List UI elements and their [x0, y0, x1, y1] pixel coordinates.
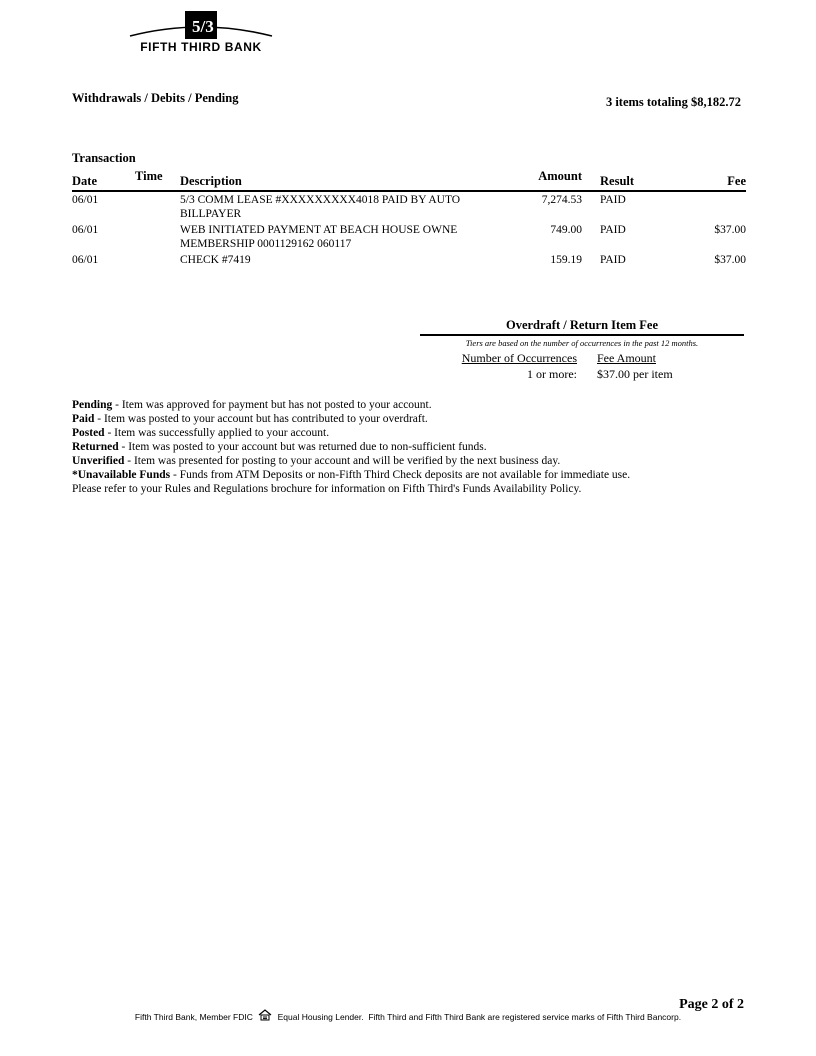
- page-number: Page 2 of 2: [679, 997, 744, 1012]
- row-date: 06/01: [72, 224, 99, 236]
- col-time: Time: [135, 169, 163, 183]
- row-amount: 7,274.53: [541, 194, 582, 206]
- row-date: 06/01: [72, 194, 99, 206]
- table-row: [72, 253, 746, 269]
- legend-term: Pending: [72, 399, 113, 411]
- footer-left-text: Fifth Third Bank, Member FDIC: [134, 1012, 253, 1022]
- row-fee: $37.00: [714, 224, 746, 236]
- col-date: Date: [72, 174, 97, 188]
- legend-text: - Item was successfully applied to your account.: [104, 427, 330, 439]
- row-fee: $37.00: [714, 254, 746, 266]
- bank-name: FIFTH THIRD BANK: [140, 40, 262, 54]
- legend-item: [72, 482, 772, 496]
- legend-item: [72, 412, 772, 426]
- legend-term: Unverified: [72, 455, 125, 467]
- overdraft-title: Overdraft / Return Item Fee: [420, 318, 744, 336]
- transaction-caption: Transaction: [72, 151, 136, 165]
- row-description: CHECK #7419: [180, 254, 251, 266]
- legend-item: [72, 440, 772, 454]
- legend-text: - Item was posted to your account but has contributed to your overdraft.: [94, 413, 428, 425]
- row-description: WEB INITIATED PAYMENT AT BEACH HOUSE OWNE MEMBERSHIP 0001129162 060117: [180, 224, 458, 250]
- overdraft-fee-section: [420, 318, 744, 382]
- legend-text: - Item was approved for payment but has not posted to your account.: [112, 399, 432, 411]
- svg-text:5/3: 5/3: [192, 17, 214, 36]
- row-result: PAID: [600, 224, 626, 236]
- table-row: [72, 193, 746, 223]
- legend-item: [72, 468, 772, 482]
- footer-right-text: Equal Housing Lender. Fifth Third and Fifth Third Bank are registered service marks of Fifth Third Bancorp.: [277, 1012, 682, 1022]
- transaction-table: [72, 169, 746, 269]
- footer: [0, 1009, 816, 1022]
- items-total-summary: 3 items totaling $8,182.72: [605, 95, 741, 109]
- legend-item: [72, 426, 772, 440]
- legend-term: Paid: [72, 413, 95, 425]
- row-result: PAID: [600, 254, 626, 266]
- legend-term: *Unavailable Funds: [72, 469, 171, 481]
- col-description: Description: [180, 174, 242, 188]
- col-amount: Amount: [538, 169, 582, 183]
- row-date: 06/01: [72, 254, 99, 266]
- legend-text: Please refer to your Rules and Regulations brochure for information on Fifth Third's Funds Availability Policy.: [72, 483, 582, 495]
- table-header: [72, 169, 746, 192]
- occurrences-header: Number of Occurrences: [461, 351, 577, 365]
- overdraft-tier-row: [420, 367, 744, 382]
- status-legend: [72, 398, 772, 496]
- overdraft-header-row: [420, 351, 744, 366]
- legend-term: Returned: [72, 441, 119, 453]
- fifth-third-logo-icon: [128, 10, 274, 40]
- section-title: Withdrawals / Debits / Pending: [72, 91, 239, 105]
- row-amount: 749.00: [550, 224, 582, 236]
- overdraft-note: Tiers are based on the number of occurrences in the past 12 months.: [465, 338, 699, 348]
- legend-item: [72, 454, 772, 468]
- tier-fee: $37.00 per item: [597, 367, 673, 381]
- legend-text: - Funds from ATM Deposits or non-Fifth Third Check deposits are not available for immediate use.: [170, 469, 631, 481]
- row-result: PAID: [600, 194, 626, 206]
- col-fee: Fee: [727, 174, 746, 188]
- legend-item: [72, 398, 772, 412]
- fee-amount-header: Fee Amount: [597, 351, 656, 365]
- bank-logo: [128, 10, 274, 56]
- table-row: [72, 223, 746, 253]
- col-result: Result: [600, 174, 635, 188]
- row-amount: 159.19: [550, 254, 582, 266]
- legend-text: - Item was presented for posting to your account and will be verified by the next business day.: [124, 455, 561, 467]
- row-description: 5/3 COMM LEASE #XXXXXXXXX4018 PAID BY AUTO BILLPAYER: [180, 194, 461, 220]
- tier-occurrences: 1 or more:: [527, 367, 577, 381]
- legend-text: - Item was posted to your account but was returned due to non-sufficient funds.: [118, 441, 487, 453]
- legend-term: Posted: [72, 427, 105, 439]
- equal-housing-icon: [258, 1009, 272, 1021]
